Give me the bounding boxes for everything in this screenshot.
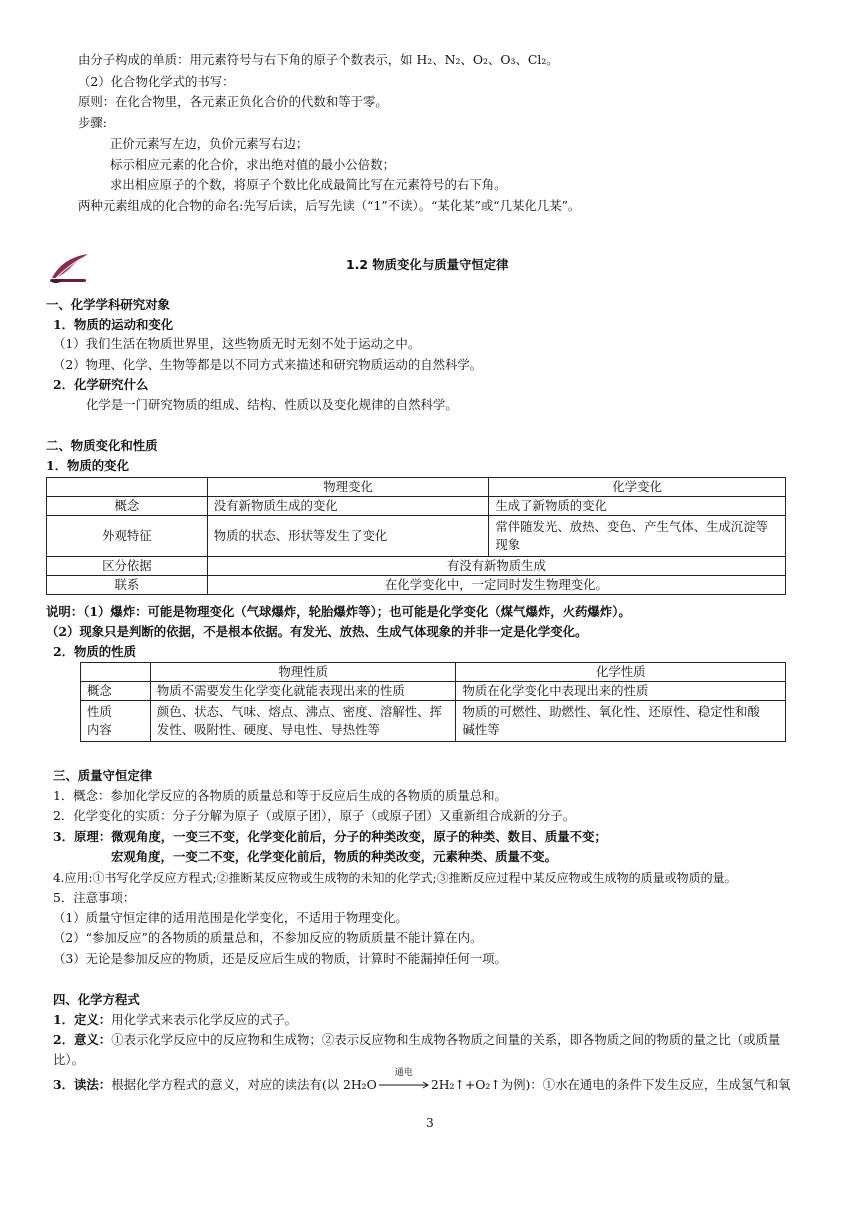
- table-cell-line: 物质的可燃性、助燃性、氧化性、还原性、稳定性和酸: [462, 704, 760, 719]
- table-cell-merged: 有没有新物质生成: [207, 557, 785, 576]
- table-header-chemical-property: 化学性质: [456, 663, 786, 682]
- s2-sub1: 1．物质的变化: [46, 458, 129, 473]
- s4-reading-label: 3．读法：: [53, 1077, 112, 1092]
- table-row: [47, 478, 786, 497]
- reaction-arrow: [377, 1068, 431, 1093]
- s4-definition-text: 用化学式来表示化学反应的式子。: [111, 1012, 298, 1027]
- s1-sub2: 2．化学研究什么: [53, 377, 149, 392]
- reaction-condition: 通电: [394, 1068, 413, 1078]
- table-cell: 物质的状态、形状等发生了变化: [207, 516, 489, 557]
- table-row-label: 概念: [47, 497, 208, 516]
- s2-note1: 说明：（1）爆炸：可能是物理变化（气球爆炸，轮胎爆炸等）；也可能是化学变化（煤气爆炸，火药爆炸）。: [46, 604, 631, 619]
- s4-meaning-label: 2．意义：: [53, 1032, 112, 1047]
- table-cell-multiline: [150, 701, 456, 742]
- table-cell-line: 内容: [87, 722, 112, 737]
- table-cell-merged: 在化学变化中，一定同时发生物理变化。: [207, 576, 785, 595]
- table-header-physical-change: 物理变化: [207, 478, 489, 497]
- s3-line-6: 5．注意事项：: [53, 890, 136, 905]
- table-row: [81, 701, 786, 742]
- table-cell-line: 常伴随发光、放热、变色、产生气体、生成沉淀等: [495, 519, 768, 534]
- intro-step-2: 标示相应元素的化合价，求出绝对值的最小公倍数；: [110, 157, 395, 172]
- s1-p1: （1）我们生活在物质世界里，这些物质无时无刻不处于运动之中。: [53, 336, 421, 351]
- intro-step-1: 正价元素写左边，负价元素写右边；: [110, 136, 309, 151]
- table-cell-line: 发性、吸附性、硬度、导电性、导热性等: [156, 722, 380, 737]
- s4-meaning-cont: 比）。: [53, 1052, 84, 1067]
- intro-line-3: 原则：在化合物里，各元素正负化合价的代数和等于零。: [78, 94, 388, 109]
- table-row-label: 概念: [81, 682, 151, 701]
- table-header-chemical-change: 化学变化: [489, 478, 786, 497]
- page-number: 3: [426, 1116, 434, 1130]
- arrow-icon: [377, 1077, 431, 1093]
- s3-line-2: 2．化学变化的实质：分子分解为原子（或原子团），原子（或原子团）又重新组合成新的分子。: [53, 808, 576, 823]
- intro-step-3: 求出相应原子的个数，将原子个数比化成最简比写在元素符号的右下角。: [110, 177, 507, 192]
- table-row: [47, 516, 786, 557]
- table-cell: 物质在化学变化中表现出来的性质: [456, 682, 786, 701]
- table-row-label: 联系: [47, 576, 208, 595]
- s3-line-4: 宏观角度，一变二不变，化学变化前后，物质的种类改变，元素种类、质量不变。: [111, 849, 558, 864]
- s1-p3: 化学是一门研究物质的组成、结构、性质以及变化规律的自然科学。: [86, 397, 458, 412]
- intro-line-naming: 两种元素组成的化合物的命名:先写后读，后写先读（“1”不读）。“某化某”或“几某化几某”。: [78, 198, 581, 213]
- s3-line-1: 1．概念：参加化学反应的各物质的质量总和等于反应后生成的各物质的质量总和。: [53, 788, 507, 803]
- table-row: [47, 557, 786, 576]
- table-cell: 没有新物质生成的变化: [207, 497, 489, 516]
- s1-sub1: 1．物质的运动和变化: [53, 317, 174, 332]
- table-cell-line: 颜色、状态、气味、熔点、沸点、密度、溶解性、挥: [156, 704, 442, 719]
- s3-line-7: （1）质量守恒定律的适用范围是化学变化，不适用于物理变化。: [53, 910, 408, 925]
- table-row: [81, 663, 786, 682]
- intro-line-1: 由分子构成的单质：用元素符号与右下角的原子个数表示，如 H₂、N₂、O₂、O₃、Cl₂。: [78, 52, 559, 67]
- table-row-label-multiline: [81, 701, 151, 742]
- s4-definition: [53, 1012, 297, 1028]
- table-header-physical-property: 物理性质: [150, 663, 456, 682]
- s2-note2: （2）现象只是判断的依据，不是根本依据。有发光、放热、生成气体现象的并非一定是化学变化。: [46, 624, 588, 639]
- table-cell: 生成了新物质的变化: [489, 497, 786, 516]
- table-cell-line: 现象: [495, 537, 521, 552]
- s2-heading: 二、物质变化和性质: [46, 438, 158, 453]
- table-cell-line: 碱性等: [462, 722, 500, 737]
- s3-line-9: （3）无论是参加反应的物质，还是反应后生成的物质，计算时不能漏掉任何一项。: [53, 951, 507, 966]
- table-cell: 物质不需要发生化学变化就能表现出来的性质: [150, 682, 456, 701]
- intro-line-4: 步骤:: [78, 115, 107, 130]
- s2-sub2: 2．物质的性质: [53, 644, 136, 659]
- table-row-label: 区分依据: [47, 557, 208, 576]
- table-row: [81, 682, 786, 701]
- table-cell-multiline: [456, 701, 786, 742]
- s3-line-8: （2）“参加反应”的各物质的质量总和，不参加反应的物质质量不能计算在内。: [53, 930, 483, 945]
- s4-definition-label: 1．定义：: [53, 1012, 112, 1027]
- s3-line-3: 3．原理：微观角度，一变三不变，化学变化前后，分子的种类改变，原子的种类、数目、质量不变；: [53, 829, 607, 844]
- table-material-change: [46, 477, 786, 595]
- s3-line-5: 4.应用:①书写化学反应方程式;②推断某反应物或生成物的未知的化学式;③推断反应过程中某反应物或生成物的质量或物质的量。: [53, 871, 737, 885]
- table-cell-multiline: [489, 516, 786, 557]
- s1-heading: 一、化学学科研究对象: [46, 297, 170, 312]
- s1-p2: （2）物理、化学、生物等都是以不同方式来描述和研究物质运动的自然科学。: [53, 357, 483, 372]
- intro-line-2: （2）化合物化学式的书写：: [78, 74, 235, 89]
- quill-pen-icon: [48, 250, 92, 284]
- table-row-label: 外观特征: [47, 516, 208, 557]
- table-cell-empty: [81, 663, 151, 682]
- table-cell-line: 性质: [87, 704, 112, 719]
- s4-reading-post: 2H₂↑+O₂↑为例)：①水在通电的条件下发生反应，生成氢气和氧: [430, 1077, 791, 1092]
- table-row: [47, 576, 786, 595]
- s4-heading: 四、化学方程式: [53, 992, 140, 1007]
- table-row: [47, 497, 786, 516]
- s4-meaning-text: ①表示化学反应中的反应物和生成物；②表示反应物和生成物各物质之间量的关系，即各物质之间的物质的量之比（或质量: [111, 1032, 781, 1047]
- s4-meaning: [53, 1032, 780, 1048]
- table-cell-empty: [47, 478, 208, 497]
- section-title: 1.2 物质变化与质量守恒定律: [346, 257, 509, 272]
- s4-reading: [53, 1068, 791, 1093]
- s4-reading-pre: 根据化学方程式的意义，对应的读法有(以 2H₂O: [111, 1077, 377, 1092]
- s3-heading: 三、质量守恒定律: [53, 768, 153, 783]
- table-material-property: [80, 662, 786, 742]
